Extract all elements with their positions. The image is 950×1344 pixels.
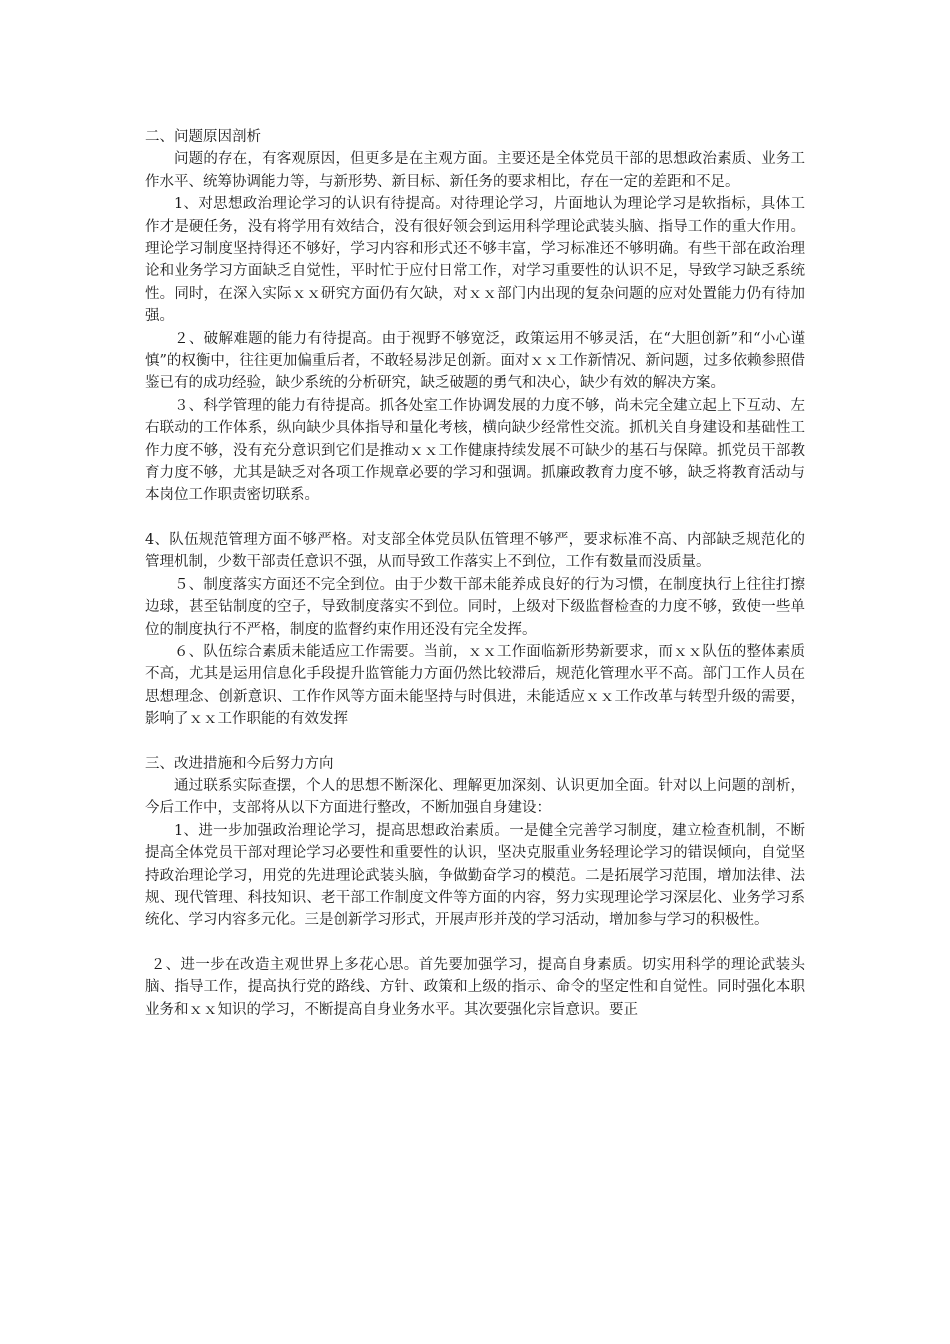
section-3-heading: 三、改进措施和今后努力方向 xyxy=(145,755,334,772)
cause-item-5: ５、制度落实方面还不完全到位。由于少数干部未能养成良好的行为习惯，在制度执行上往往打擦边球，甚至钻制度的空子，导致制度落实不到位。同时，上级对下级监督检查的力度不够，致使一些单位的制度执行不严格，制度的监督约束作用还没有完全发挥。 xyxy=(145,576,805,638)
section-2-intro: 问题的存在，有客观原因，但更多是在主观方面。主要还是全体党员干部的思想政治素质、业务工作水平、统筹协调能力等，与新形势、新目标、新任务的要求相比，存在一定的差距和不足。 xyxy=(145,151,805,190)
document-body xyxy=(145,126,805,1021)
cause-item-6: ６、队伍综合素质未能适应工作需要。当前，ｘｘ工作面临新形势新要求，而ｘｘ队伍的整体素质不高，尤其是运用信息化手段提升监管能力方面仍然比较滞后，规范化管理水平不高。部门工作人员在思想理念、创新意识、工作作风等方面未能坚持与时俱进，未能适应ｘｘ工作改革与转型升级的需要，影响了ｘｘ工作职能的有效发挥 xyxy=(145,643,805,728)
paragraph-gap xyxy=(145,507,805,529)
paragraph-gap xyxy=(145,932,805,954)
cause-item-1: 1、对思想政治理论学习的认识有待提高。对待理论学习，片面地认为理论学习是软指标，具体工作才是硬任务，没有将学用有效结合，没有很好领会到运用科学理论武装头脑、指导工作的重大作用。理论学习制度坚持得还不够好，学习内容和形式还不够丰富，学习标准还不够明确。有些干部在政治理论和业务学习方面缺乏自觉性，平时忙于应付日常工作，对学习重要性的认识不足，导致学习缺乏系统性。同时，在深入实际ｘｘ研究方面仍有欠缺，对ｘｘ部门内出现的复杂问题的应对处置能力仍有待加强。 xyxy=(145,196,805,325)
measure-item-2: ２、进一步在改造主观世界上多花心思。首先要加强学习，提高自身素质。切实用科学的理论武装头脑、指导工作，提高执行党的路线、方针、政策和上级的指示、命令的坚定性和自觉性。同时强化本职业务和ｘｘ知识的学习，不断提高自身业务水平。其次要强化宗旨意识。要正 xyxy=(145,956,805,1018)
measure-item-1: 1、进一步加强政治理论学习，提高思想政治素质。一是健全完善学习制度，建立检查机制，不断提高全体党员干部对理论学习必要性和重要性的认识，坚决克服重业务轻理论学习的错误倾向，自觉坚持政治理论学习，用党的先进理论武装头脑，争做勤奋学习的模范。二是拓展学习范围，增加法律、法规、现代管理、科技知识、老干部工作制度文件等方面的内容，努力实现理论学习深层化、业务学习系统化、学习内容多元化。三是创新学习形式，开展声形并茂的学习活动，增加参与学习的积极性。 xyxy=(145,822,805,929)
cause-item-4: 4、队伍规范管理方面不够严格。对支部全体党员队伍管理不够严，要求标准不高、内部缺乏规范化的管理机制，少数干部责任意识不强，从而导致工作落实上不到位，工作有数量而没质量。 xyxy=(145,531,805,571)
cause-item-2: ２、破解难题的能力有待提高。由于视野不够宽泛，政策运用不够灵活，在“大胆创新”和“小心谨慎”的权衡中，往往更加偏重后者，不敢轻易涉足创新。面对ｘｘ工作新情况、新问题，过多依赖参照借鉴已有的成功经验，缺少系统的分析研究，缺乏破题的勇气和决心，缺少有效的解决方案。 xyxy=(145,330,805,392)
cause-item-3: ３、科学管理的能力有待提高。抓各处室工作协调发展的力度不够，尚未完全建立起上下互动、左右联动的工作体系，纵向缺少具体指导和量化考核，横向缺少经常性交流。抓机关自身建设和基础性工作力度不够，没有充分意识到它们是推动ｘｘ工作健康持续发展不可缺少的基石与保障。抓党员干部教育力度不够，尤其是缺乏对各项工作规章必要的学习和强调。抓廉政教育力度不够，缺乏将教育活动与本岗位工作职责密切联系。 xyxy=(145,397,805,504)
paragraph-gap xyxy=(145,731,805,753)
section-3-intro: 通过联系实际查摆，个人的思想不断深化、理解更加深刻、认识更加全面。针对以上问题的剖析，今后工作中，支部将从以下方面进行整改，不断加强自身建设： xyxy=(145,777,805,817)
section-2-heading: 二、问题原因剖析 xyxy=(145,129,261,145)
